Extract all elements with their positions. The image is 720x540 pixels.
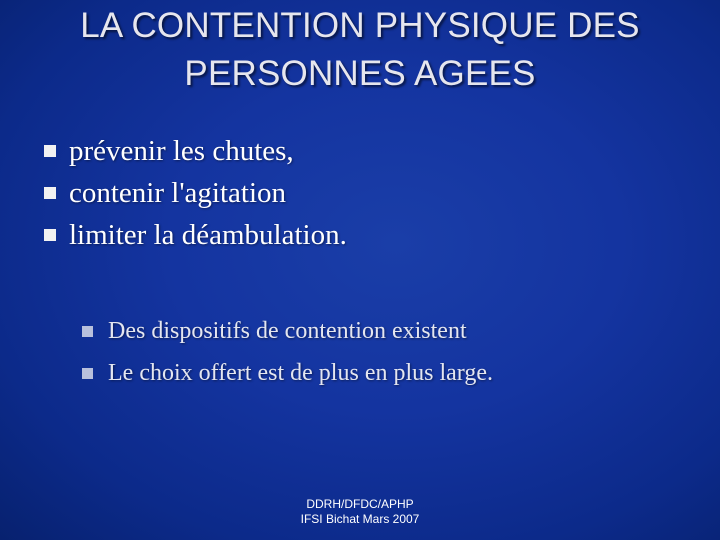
footer-line-1: DDRH/DFDC/APHP (306, 497, 414, 511)
slide-footer (0, 497, 720, 527)
list-item (44, 130, 347, 172)
footer-line-2: IFSI Bichat Mars 2007 (300, 512, 420, 526)
square-bullet-icon (82, 368, 93, 379)
square-bullet-icon (44, 187, 56, 199)
bullet-text: prévenir les chutes, (69, 135, 294, 167)
sub-bullet-list (82, 310, 493, 394)
square-bullet-icon (82, 326, 93, 337)
bullet-text: limiter la déambulation. (69, 219, 347, 251)
title-line-1: LA CONTENTION PHYSIQUE DES (80, 6, 640, 45)
list-item (82, 352, 493, 394)
square-bullet-icon (44, 145, 56, 157)
list-item (44, 214, 347, 256)
title-line-2: PERSONNES AGEES (184, 54, 536, 93)
list-item (44, 172, 347, 214)
bullet-text: Des dispositifs de contention existent (108, 318, 467, 344)
slide-title (0, 2, 720, 98)
main-bullet-list (44, 130, 347, 256)
bullet-text: Le choix offert est de plus en plus large. (108, 360, 494, 386)
list-item (82, 310, 493, 352)
square-bullet-icon (44, 229, 56, 241)
bullet-text: contenir l'agitation (69, 177, 287, 209)
